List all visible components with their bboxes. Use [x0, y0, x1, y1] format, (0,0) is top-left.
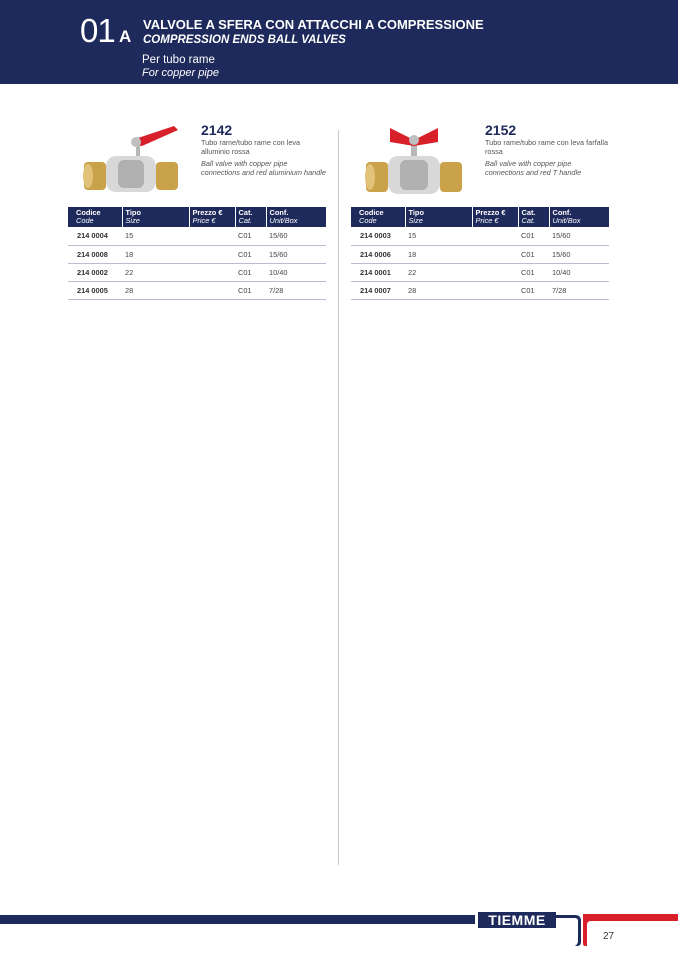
column-divider: [338, 130, 339, 865]
page-header: [0, 0, 678, 84]
section-title-en: COMPRESSION ENDS BALL VALVES: [143, 34, 346, 46]
product-description-it: Tubo rame/tubo rame con leva alluminio rossa: [201, 138, 301, 156]
table-header-row: [351, 207, 609, 227]
product-code: 2152: [485, 122, 517, 138]
page-number: 27: [603, 931, 615, 942]
section-title-it: VALVOLE A SFERA CON ATTACCHI A COMPRESSIONE: [143, 17, 484, 32]
col-conf: Conf. Unit/Box: [266, 207, 326, 227]
section-subtitle-en: For copper pipe: [142, 67, 220, 79]
table-row: 214 0006 18 C01 15/60: [351, 245, 609, 263]
col-code: Codice Code: [359, 208, 384, 225]
product-table: [351, 207, 609, 300]
col-code: Codice Code: [76, 208, 101, 225]
table-header-row: [68, 207, 326, 227]
section-letter: A: [119, 27, 132, 46]
table-row: 214 0008 18 C01 15/60: [68, 245, 326, 263]
product-description-it: Tubo rame/tubo rame con leva farfalla rossa: [485, 138, 609, 156]
product-description-en: Ball valve with copper pipe connections and red T handle: [485, 159, 582, 177]
section-number: 01: [80, 12, 115, 49]
ball-valve-lever-image: [78, 120, 188, 200]
table-row: 214 0007 28 C01 7/28: [351, 281, 609, 299]
product-code: 2142: [201, 122, 233, 138]
col-conf: Conf. Unit/Box: [549, 207, 609, 227]
section-subtitle-it: Per tubo rame: [142, 54, 215, 66]
col-price: Prezzo € Price €: [472, 207, 518, 227]
footer-swoosh: [555, 912, 678, 948]
product-description-en: Ball valve with copper pipe connections and red aluminium handle: [201, 159, 326, 177]
ball-valve-butterfly-image: [360, 120, 470, 200]
table-row: 214 0001 22 C01 10/40: [351, 263, 609, 281]
table-row: 214 0002 22 C01 10/40: [68, 263, 326, 281]
table-row: 214 0003 15 C01 15/60: [351, 227, 609, 245]
footer-bar: [0, 915, 475, 924]
col-size: Tipo Size: [122, 207, 189, 227]
table-row: 214 0005 28 C01 7/28: [68, 281, 326, 299]
brand-logo: TIEMME: [478, 912, 556, 928]
product-table: [68, 207, 326, 300]
col-cat: Cat. Cat.: [518, 207, 549, 227]
col-cat: Cat. Cat.: [235, 207, 266, 227]
table-row: 214 0004 15 C01 15/60: [68, 227, 326, 245]
col-price: Prezzo € Price €: [189, 207, 235, 227]
col-size: Tipo Size: [405, 207, 472, 227]
